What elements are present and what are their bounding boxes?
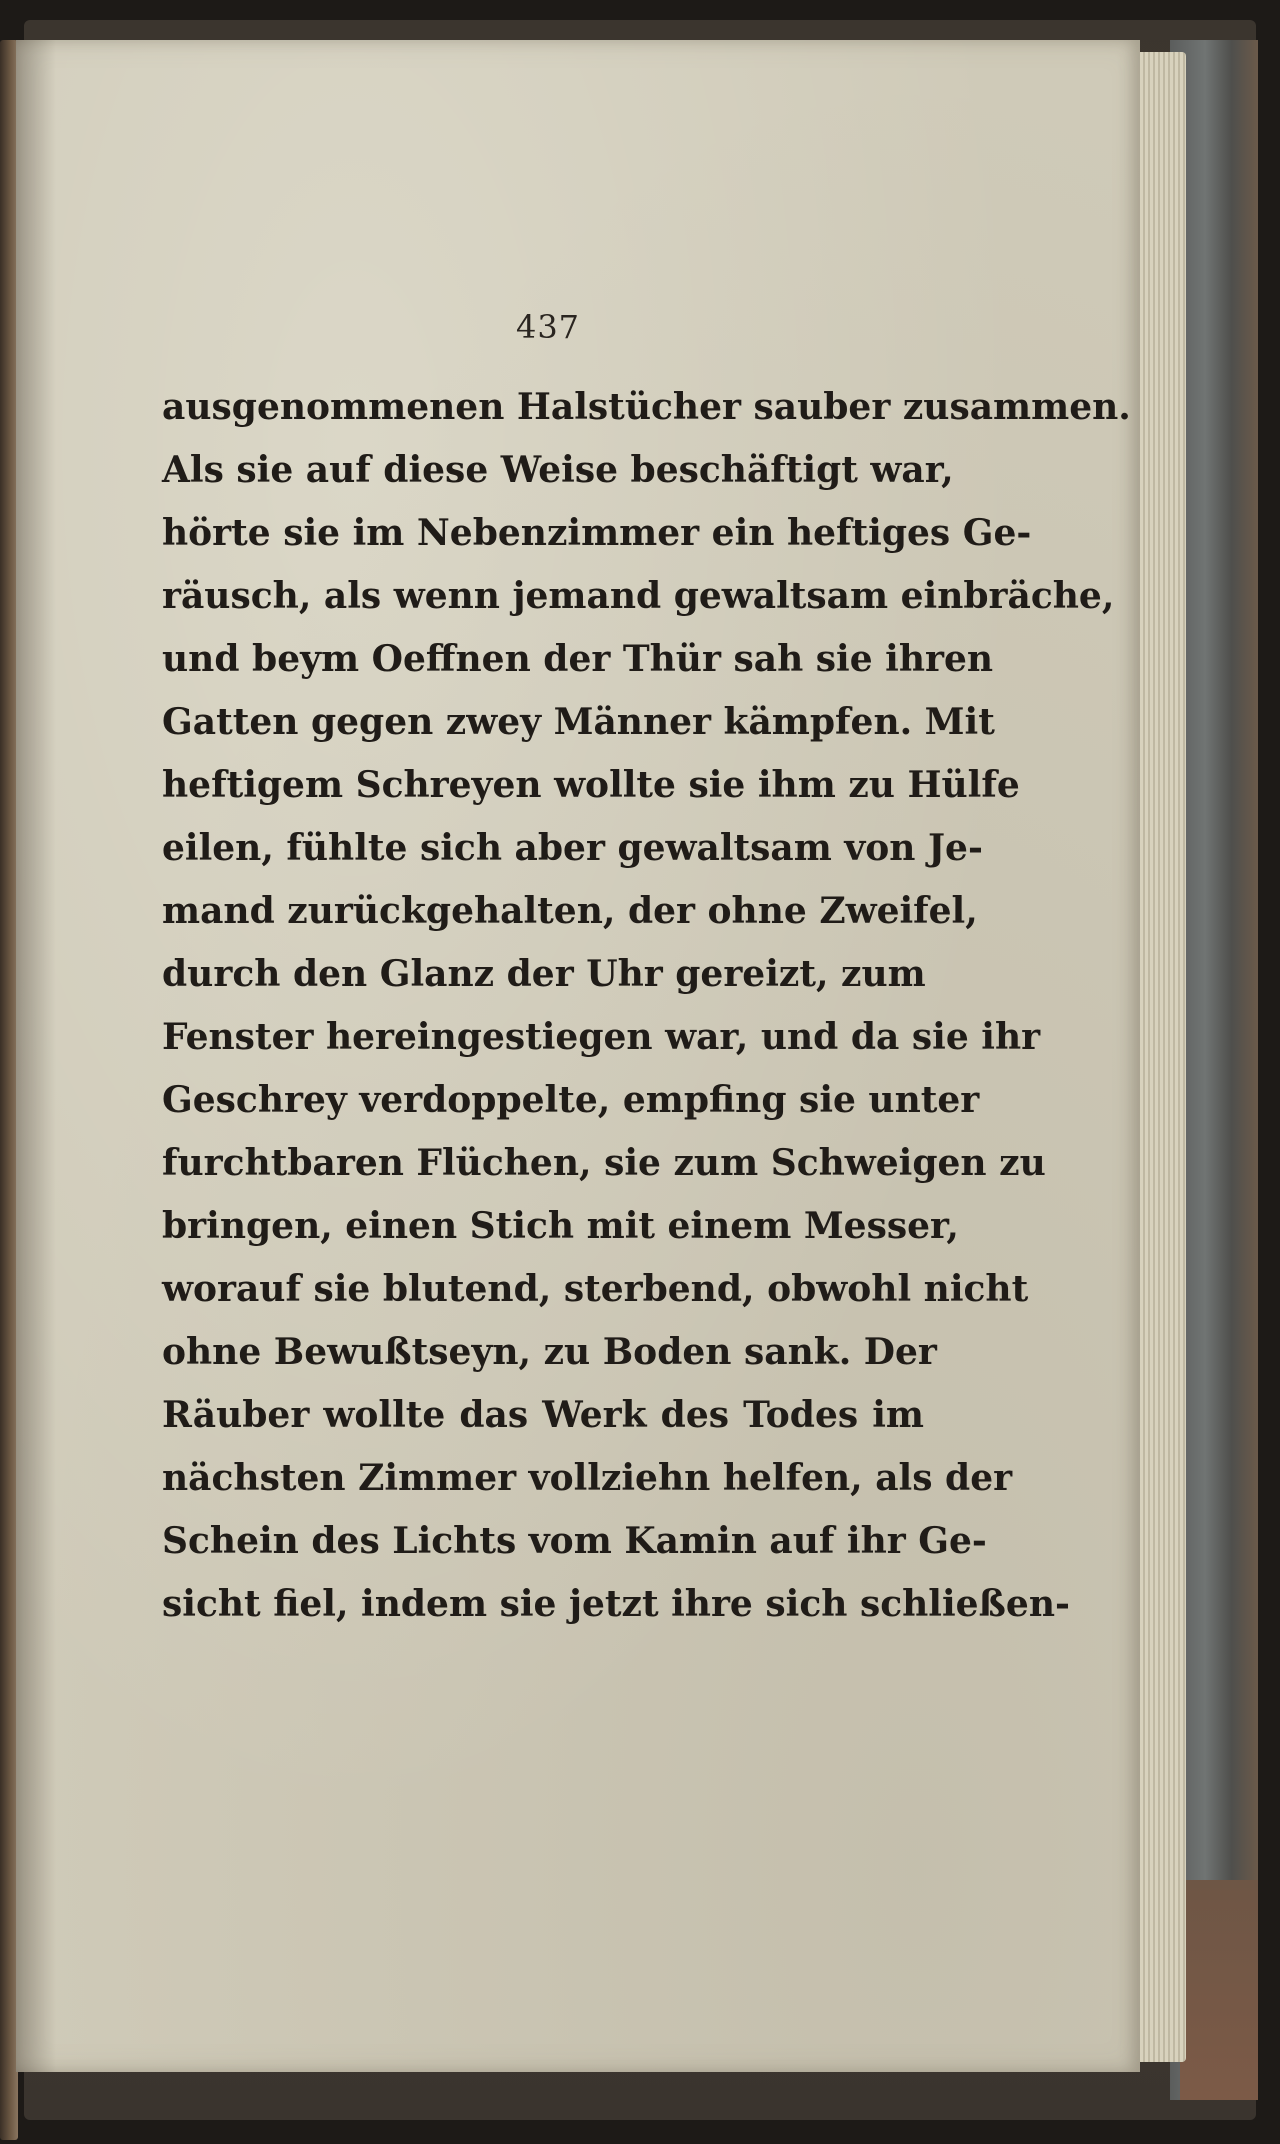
text-line: sicht fiel, indem sie jetzt ihre sich schließen-	[162, 1583, 1070, 1625]
text-line: Als sie auf diese Weise beschäftigt war,	[162, 449, 954, 491]
text-line: und beym Oeffnen der Thür sah sie ihren	[162, 638, 994, 680]
text-line: Schein des Lichts vom Kamin auf ihr Ge-	[162, 1520, 987, 1562]
text-line: Geschrey verdoppelte, empfing sie unter	[162, 1079, 980, 1121]
text-line: durch den Glanz der Uhr gereizt, zum	[162, 953, 926, 995]
text-line: ohne Bewußtseyn, zu Boden sank. Der	[162, 1331, 937, 1373]
page-stack-edge	[1140, 52, 1186, 2062]
gutter-shadow	[16, 40, 56, 2072]
page-number: 437	[515, 308, 581, 346]
text-line: räusch, als wenn jemand gewaltsam einbräche,	[162, 575, 1115, 617]
text-line: bringen, einen Stich mit einem Messer,	[162, 1205, 959, 1247]
text-line: heftigem Schreyen wollte sie ihm zu Hülfe	[162, 764, 1020, 806]
text-line: Räuber wollte das Werk des Todes im	[162, 1394, 924, 1436]
body-text	[162, 376, 1131, 1636]
text-line: ausgenommenen Halstücher sauber zusammen.	[162, 386, 1131, 428]
text-line: Fenster hereingestiegen war, und da sie ihr	[162, 1016, 1041, 1058]
text-line: nächsten Zimmer vollziehn helfen, als der	[162, 1457, 1013, 1499]
text-line: Gatten gegen zwey Männer kämpfen. Mit	[162, 701, 995, 743]
text-line: eilen, fühlte sich aber gewaltsam von Je-	[162, 827, 983, 869]
text-line: worauf sie blutend, sterbend, obwohl nicht	[162, 1268, 1029, 1310]
text-line: mand zurückgehalten, der ohne Zweifel,	[162, 890, 978, 932]
text-line: furchtbaren Flüchen, sie zum Schweigen zu	[162, 1142, 1046, 1184]
text-line: hörte sie im Nebenzimmer ein heftiges Ge-	[162, 512, 1032, 554]
book-page	[16, 40, 1140, 2072]
